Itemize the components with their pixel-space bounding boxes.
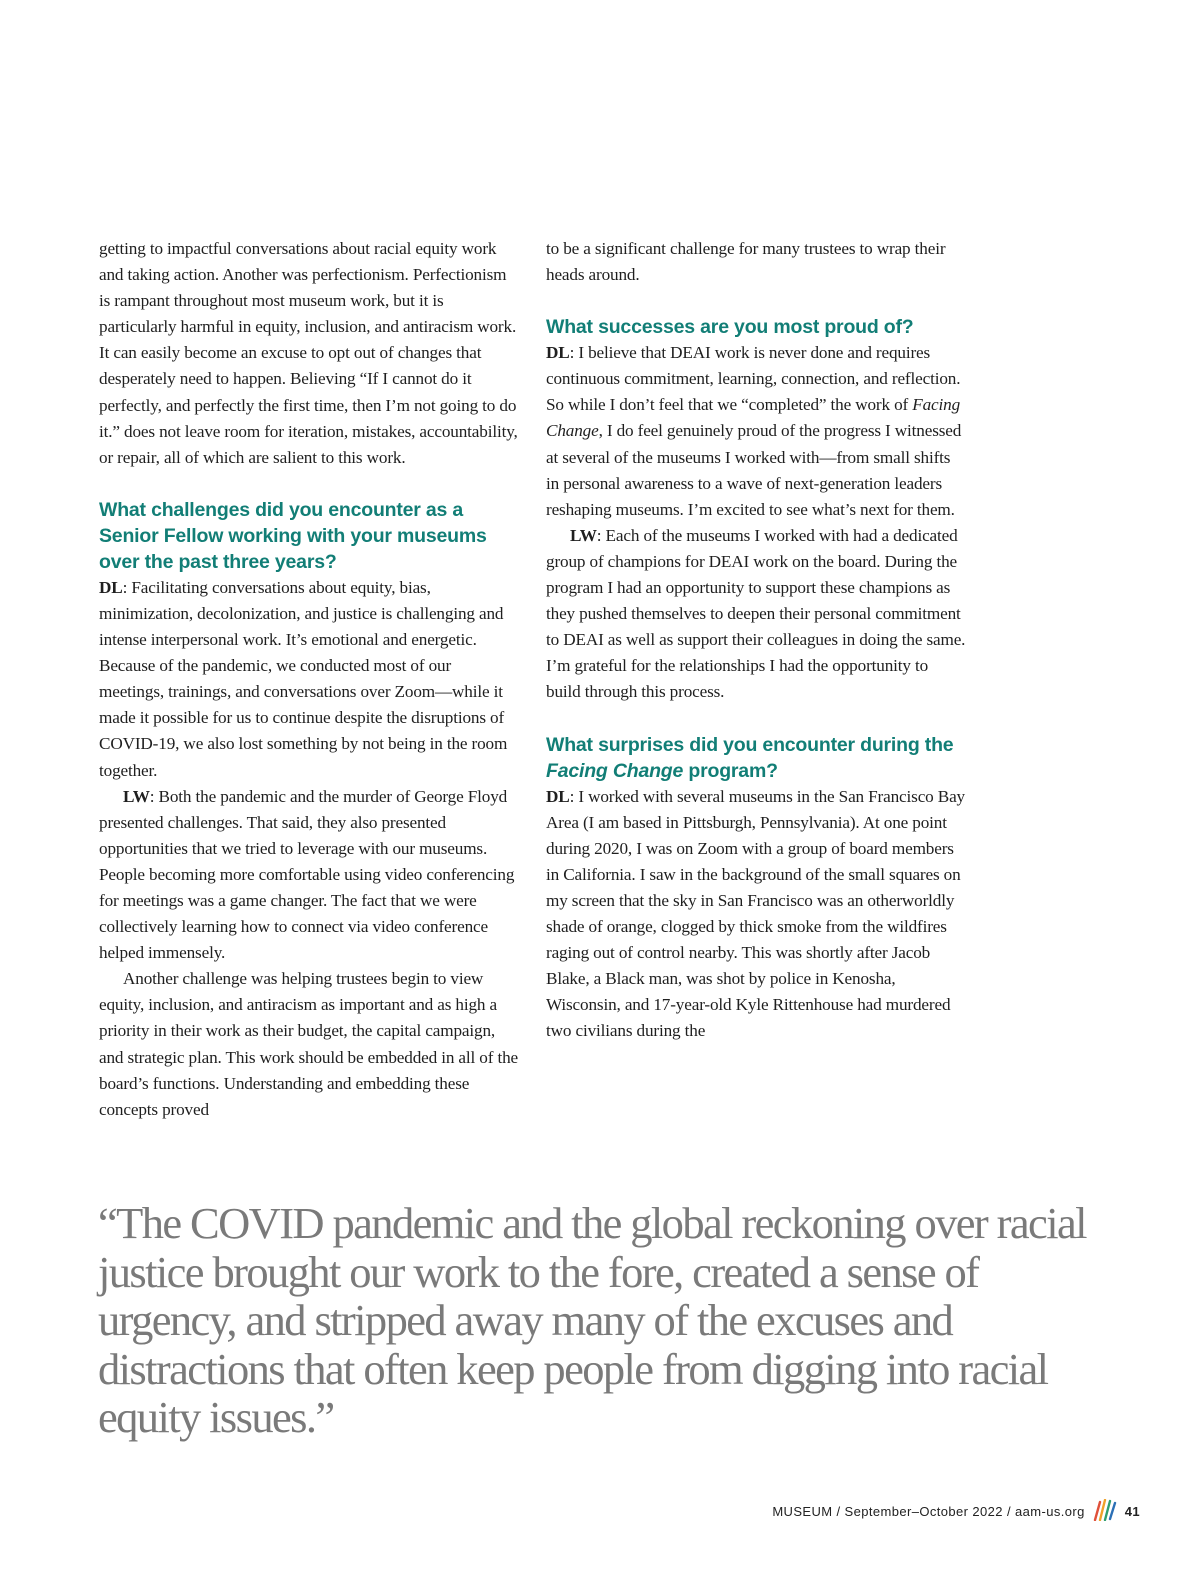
answer-paragraph [99, 784, 519, 967]
speaker-initials: DL [99, 577, 123, 597]
answer-text: : I believe that DEAI work is never done and requires continuous commitment, learning, connection, and reflection. So while I don’t feel that we “completed” the work of [546, 343, 961, 415]
answer-text: : Both the pandemic and the murder of George Floyd presented challenges. That said, they also presented opportunities that we tried to leverage with our museums. People becoming more comfortable using video conferencing for meetings was a game changer. The fact that we were collectively learning how to connect via video conference helped immensely. [99, 786, 515, 963]
answer-text: : I worked with several museums in the San Francisco Bay Area (I am based in Pittsburgh, Pennsylvania). At one point during 2020, I was on Zoom with a group of board members in California. I saw in the background of the small squares on my screen that the sky in San Francisco was an otherworldly shade of orange, clogged by thick smoke from the wildfires raging out of control nearby. This was shortly after Jacob Blake, a Black man, was shot by police in Kenosha, Wisconsin, and 17-year-old Kyle Rittenhouse had murdered two civilians during the [546, 786, 966, 1041]
speaker-initials: LW [123, 786, 150, 806]
page-footer [772, 1500, 1140, 1522]
body-paragraph: Another challenge was helping trustees begin to view equity, inclusion, and antiracism as important and as high a priority in their work as their budget, the capital campaign, and strategic plan. This work should be embedded in all of the board’s functions. Understanding and embedding these concepts proved [99, 969, 519, 1119]
body-paragraph: getting to impactful conversations about racial equity work and taking action. Another was perfectionism. Perfectionism is rampant throughout most museum work, but it is particularly harmful in equity, inclusion, and antiracism work. It can easily become an excuse to opt out of changes that desperately need to happen. Believing “If I cannot do it perfectly, and perfectly the first time, then I’m not going to do it.” does not leave room for iteration, mistakes, accountability, or repair, all of which are salient to this work. [99, 239, 518, 467]
answer-text: : Each of the museums I worked with had a dedicated group of champions for DEAI work on the board. During the program I had an opportunity to support these champions as they pushed themselves to deepen their personal commitment to DEAI as well as support their colleagues in doing the same. I’m grateful for the relationships I had the opportunity to build through this process. [546, 525, 966, 702]
speaker-initials: LW [570, 525, 597, 545]
footer-credit: MUSEUM / September–October 2022 / aam-us.org [772, 1503, 1085, 1519]
speaker-initials: DL [546, 786, 570, 806]
answer-paragraph [546, 784, 966, 1045]
program-title: Facing Change [546, 395, 961, 441]
question-heading [546, 732, 966, 784]
question-heading: What successes are you most proud of? [546, 316, 914, 339]
aam-stripes-logo-icon [1093, 1499, 1117, 1524]
left-column [99, 236, 519, 1123]
page-number: 41 [1124, 1503, 1140, 1519]
answer-text: : Facilitating conversations about equity, bias, minimization, decolonization, and justice is challenging and intense interpersonal work. It’s emotional and energetic. Because of the pandemic, we conducted most of our meetings, trainings, and conversations over Zoom—while it made it possible for us to continue despite the disruptions of COVID-19, we also lost something by not being in the room together. [99, 577, 508, 780]
answer-paragraph [99, 575, 519, 784]
right-column [546, 236, 966, 1044]
heading-text: What surprises did you encounter during the [546, 733, 954, 756]
answer-paragraph [546, 523, 966, 706]
heading-text: program? [683, 759, 778, 782]
answer-paragraph [546, 340, 966, 523]
speaker-initials: DL [546, 343, 570, 363]
program-title: Facing Change [546, 759, 684, 782]
question-heading: What challenges did you encounter as a Senior Fellow working with your museums over the past three years? [99, 498, 487, 573]
pull-quote: “The COVID pandemic and the global reckoning over racial justice brought our work to the fore, created a sense of urgency, and stripped away many of the excuses and distractions that often keep people from digging into racial equity issues.” [98, 1198, 1086, 1442]
answer-text: , I do feel genuinely proud of the progress I witnessed at several of the museums I worked with—from small shifts in personal awareness to a wave of next-generation leaders reshaping museums. I’m excited to see what’s next for them. [546, 421, 962, 519]
body-paragraph: to be a significant challenge for many trustees to wrap their heads around. [546, 239, 946, 285]
